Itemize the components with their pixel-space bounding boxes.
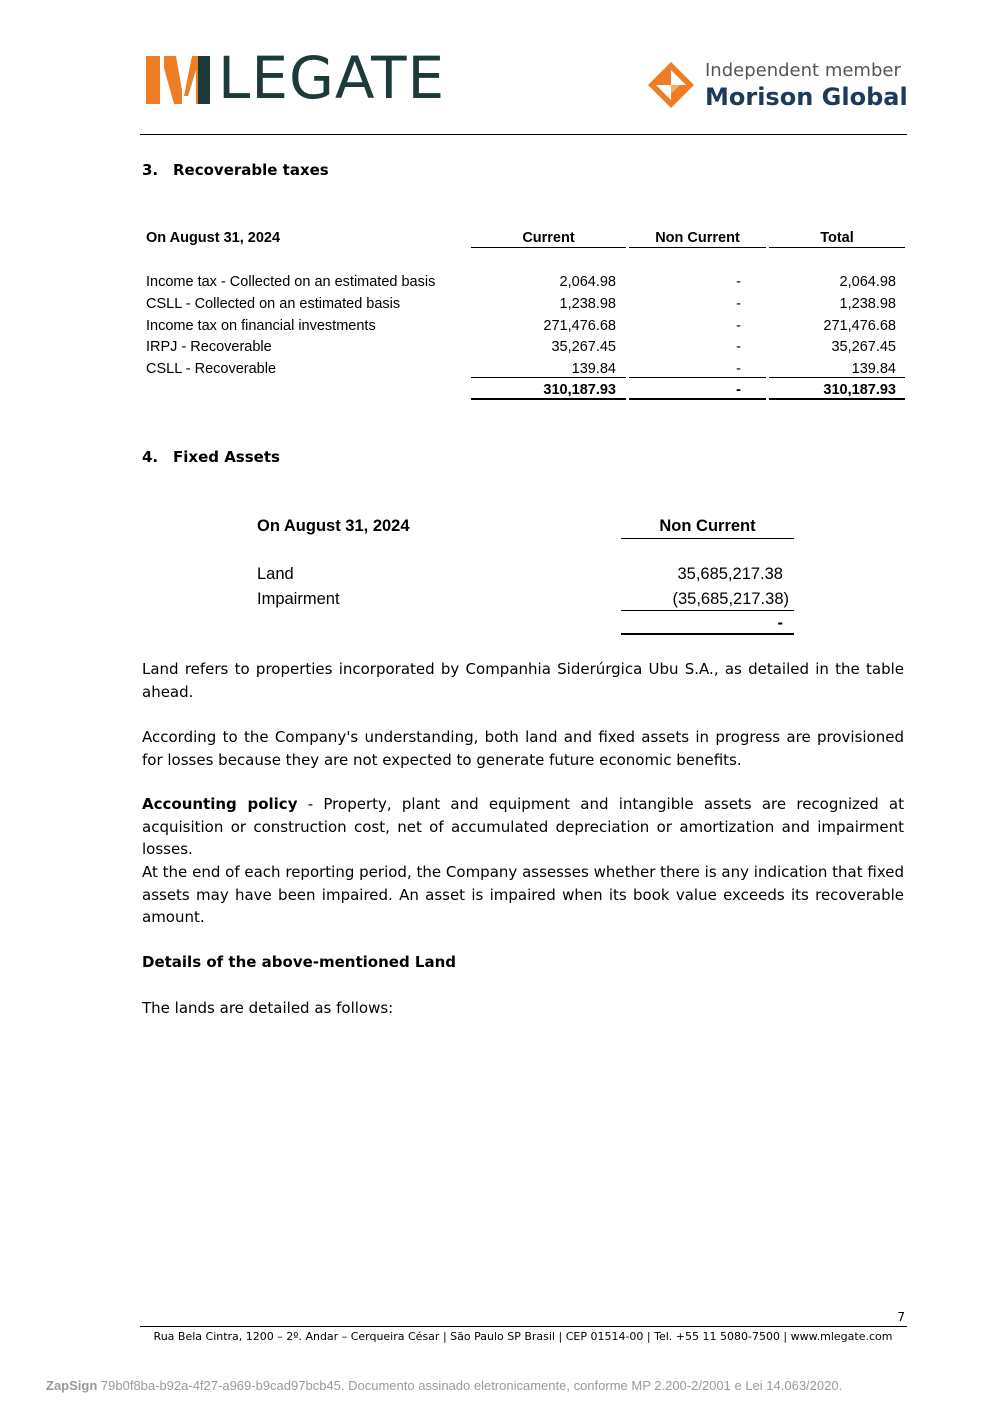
total-rule-top-current: [471, 377, 626, 378]
row-current: 35,267.45: [551, 339, 616, 355]
column-header-current: Current: [471, 230, 626, 248]
fixed-assets-total-rule-top: [621, 610, 794, 611]
paragraph-land-refers: Land refers to properties incorporated by Companhia Siderúrgica Ubu S.A., as detailed in the table ahead.: [142, 660, 904, 701]
column-header-total: Total: [769, 230, 905, 248]
row-non-current: -: [736, 318, 741, 334]
row-total: 139.84: [851, 361, 896, 377]
total-rule-bottom-current: [471, 398, 626, 400]
section-3-number: 3.: [142, 161, 159, 179]
details-intro: The lands are detailed as follows:: [142, 999, 394, 1017]
impairment-value: (35,685,217.38): [672, 590, 789, 608]
row-current: 139.84: [571, 361, 616, 377]
paragraph-company-understanding: According to the Company's understanding, both land and fixed assets in progress are provisioned for losses because they are not expected to generate future economic benefits.: [142, 728, 904, 769]
signature-stamp: [46, 1378, 842, 1393]
fixed-assets-column-header: Non Current: [621, 517, 794, 539]
row-label: Income tax on financial investments: [146, 318, 376, 334]
land-label: Land: [257, 565, 294, 583]
impairment-label: Impairment: [257, 590, 340, 608]
row-label: IRPJ - Recoverable: [146, 339, 272, 355]
footer-address: Rua Bela Cintra, 1200 – 2º. Andar – Cerqueira César | São Paulo SP Brasil | CEP 01514-00 | Tel. +55 11 5080-7500 | www.mlegate.com: [153, 1330, 893, 1343]
section-3-title: [142, 161, 329, 179]
page-number: 7: [897, 1310, 905, 1324]
morison-global-icon: [648, 62, 694, 108]
footer-divider: [140, 1326, 907, 1327]
total-rule-top-non-current: [629, 377, 766, 378]
row-current: 271,476.68: [543, 318, 616, 334]
total-rule-top-total: [769, 377, 905, 378]
details-heading: Details of the above-mentioned Land: [142, 953, 456, 971]
section-4-number: 4.: [142, 448, 159, 466]
total-current: 310,187.93: [543, 382, 616, 398]
row-total: 271,476.68: [823, 318, 896, 334]
fixed-assets-total-rule-bottom: [621, 633, 794, 635]
mlegate-logo-mark: [146, 56, 210, 104]
row-total: 35,267.45: [831, 339, 896, 355]
row-non-current: -: [736, 296, 741, 312]
total-rule-bottom-non-current: [629, 398, 766, 400]
section-4-heading: Fixed Assets: [173, 448, 280, 466]
row-non-current: -: [736, 339, 741, 355]
row-current: 1,238.98: [559, 296, 616, 312]
row-current: 2,064.98: [559, 274, 616, 290]
row-non-current: -: [736, 361, 741, 377]
brand-name: LEGATE: [218, 44, 446, 112]
zapsign-text: 79b0f8ba-b92a-4f27-a969-b9cad97bcb45. Documento assinado eletronicamente, conforme MP 2.200-2/2001 e Lei 14.063/2020.: [100, 1378, 843, 1393]
section-3-heading: Recoverable taxes: [173, 161, 329, 179]
total-non-current: -: [736, 382, 741, 398]
row-total: 2,064.98: [839, 274, 896, 290]
zapsign-brand: ZapSign: [46, 1378, 98, 1393]
row-label: Income tax - Collected on an estimated basis: [146, 274, 436, 290]
accounting-policy-label: Accounting policy: [142, 795, 298, 813]
paragraph-reporting-period: At the end of each reporting period, the Company assesses whether there is any indication that fixed assets may have been impaired. An asset is impaired when its book value exceeds its recoverable amount.: [142, 863, 904, 926]
fixed-assets-date-header: On August 31, 2024: [257, 517, 410, 535]
section-4-title: [142, 448, 280, 466]
column-header-non-current: Non Current: [629, 230, 766, 248]
row-non-current: -: [736, 274, 741, 290]
header-divider: [140, 134, 907, 135]
member-line-2: Morison Global: [705, 83, 908, 111]
row-total: 1,238.98: [839, 296, 896, 312]
paragraph-accounting-policy: [142, 793, 904, 861]
recoverable-taxes-date-header: On August 31, 2024: [146, 230, 281, 246]
total-rule-bottom-total: [769, 398, 905, 400]
row-label: CSLL - Collected on an estimated basis: [146, 296, 401, 312]
land-value: 35,685,217.38: [677, 565, 783, 583]
row-label: CSLL - Recoverable: [146, 361, 277, 377]
total-total: 310,187.93: [823, 382, 896, 398]
accounting-policy-text: - Property, plant and equipment and intangible assets are recognized at acquisition or construction cost, net of accumulated depreciation or amortization and impairment losses.: [142, 795, 905, 858]
member-line-1: Independent member: [705, 60, 901, 81]
fixed-assets-total: -: [777, 614, 783, 632]
